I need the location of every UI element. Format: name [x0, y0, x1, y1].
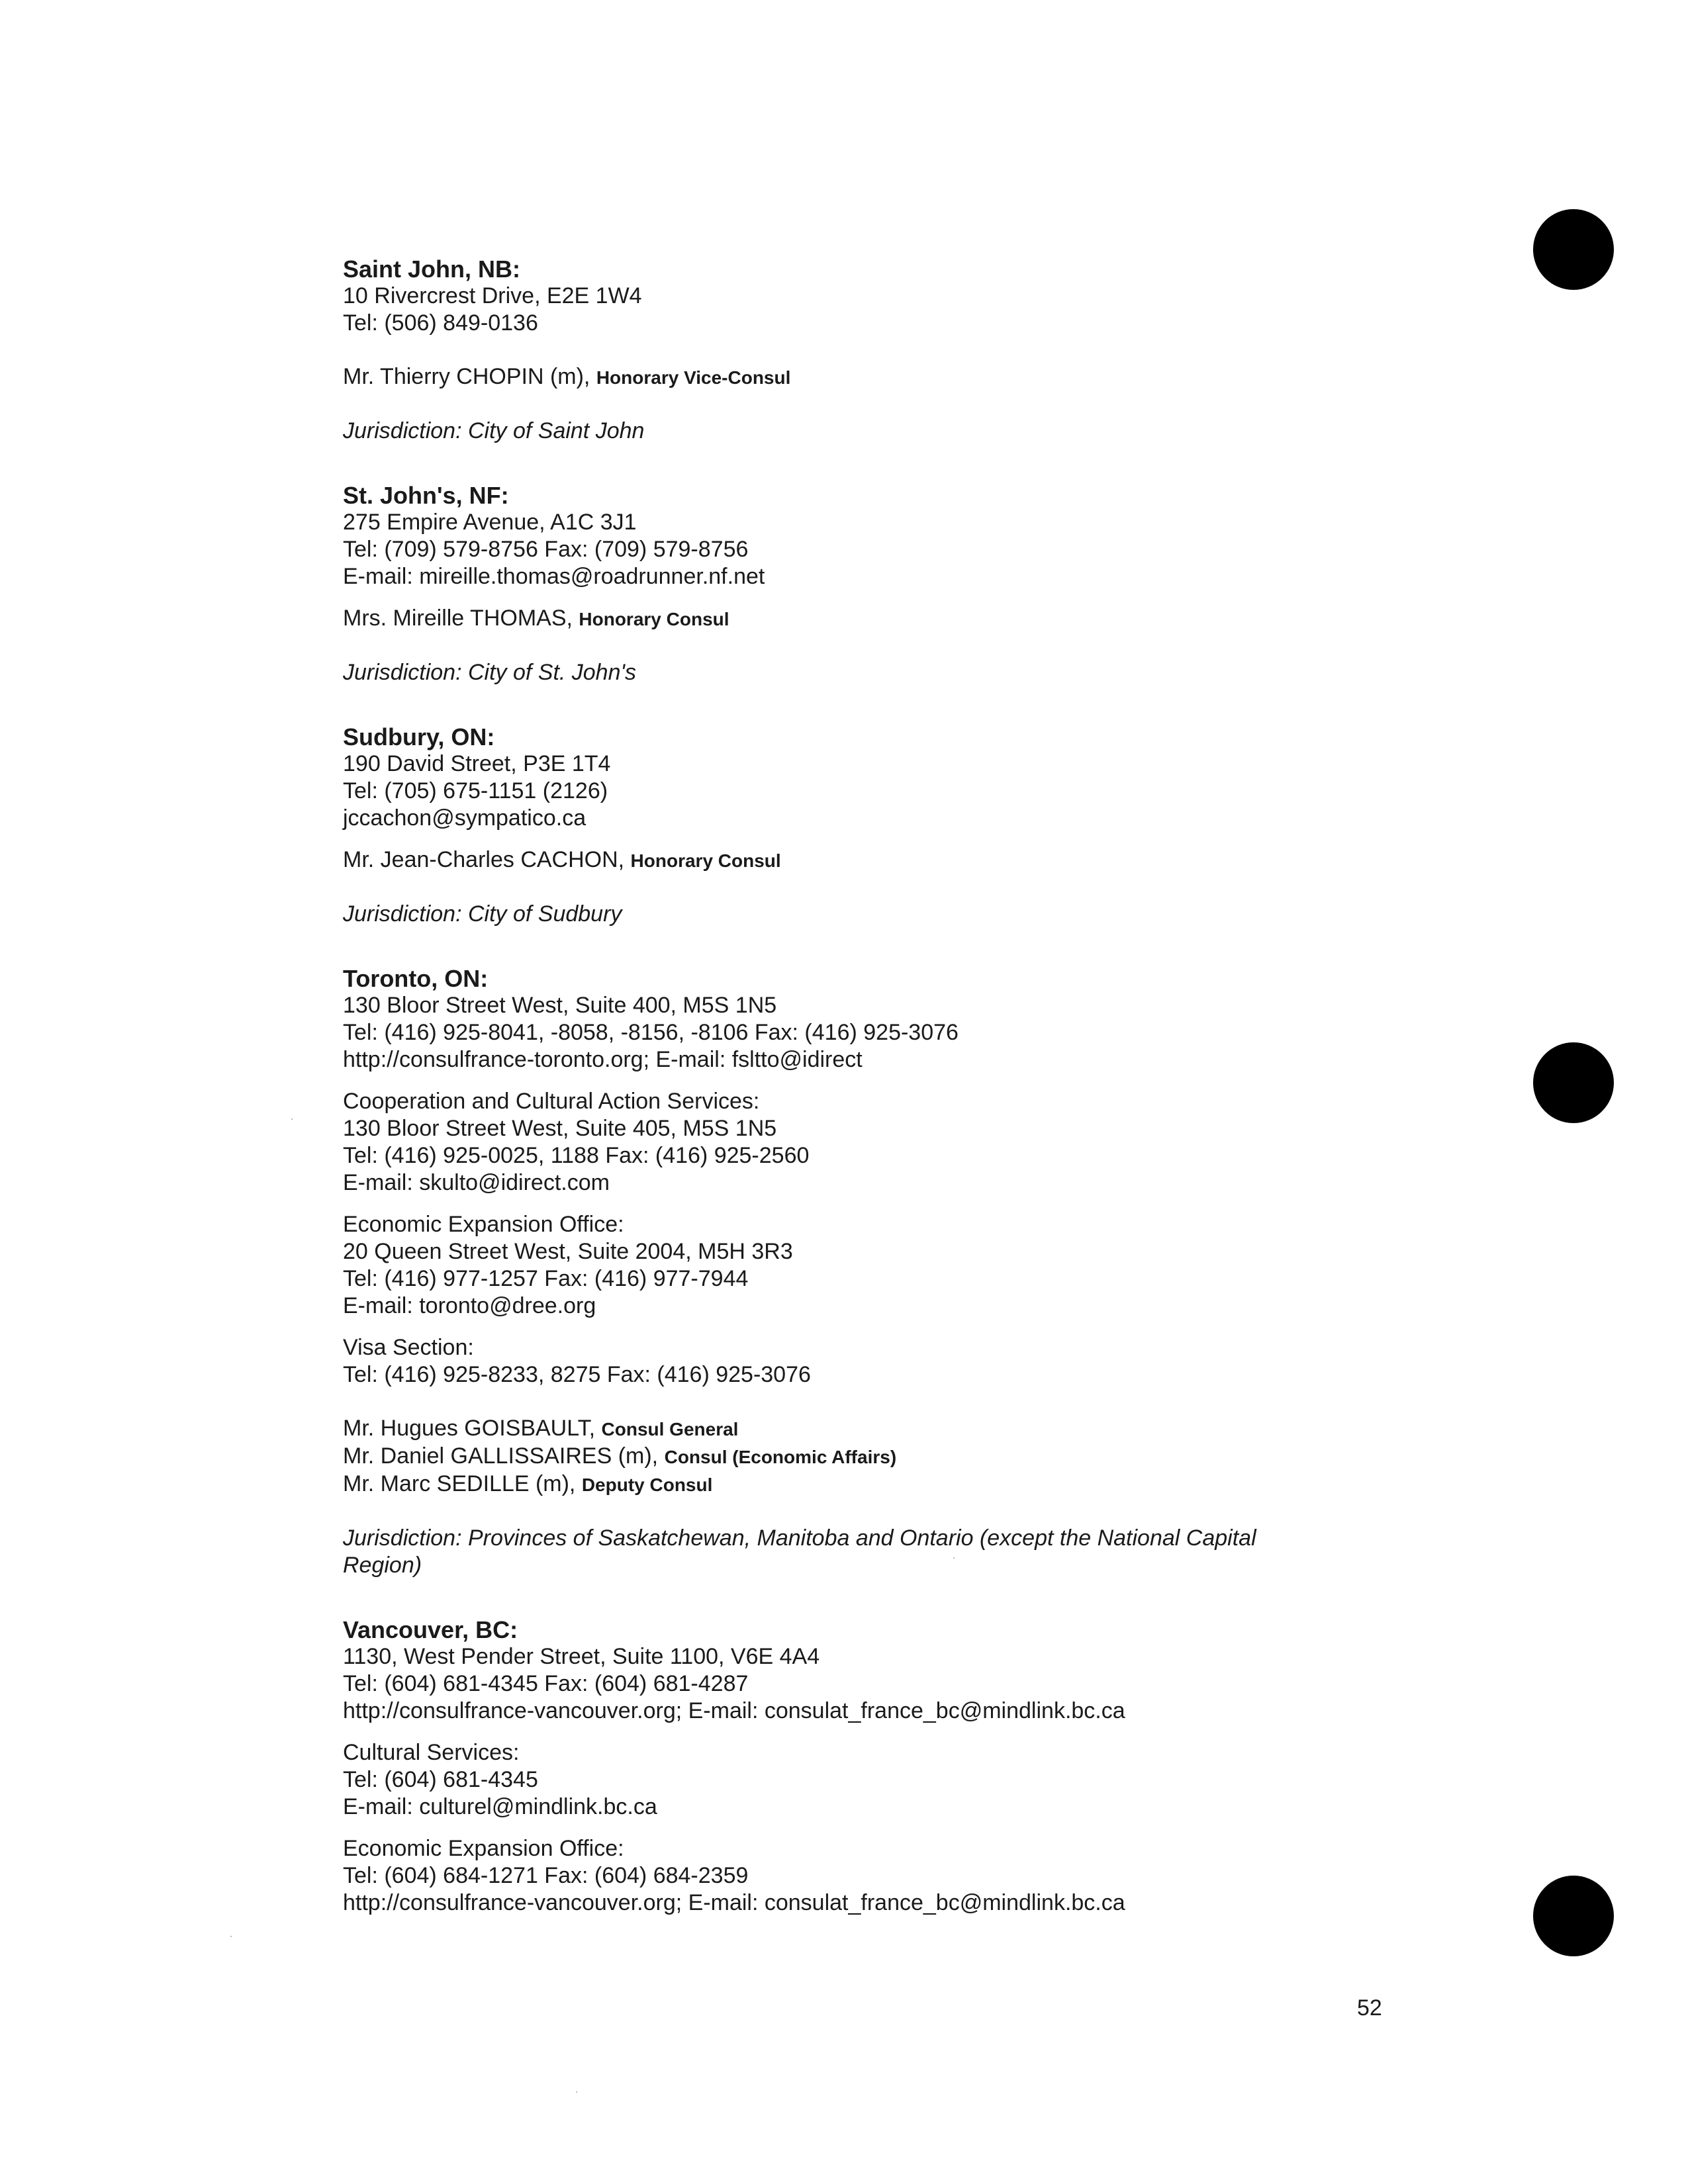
address-line: 190 David Street, P3E 1T4 [343, 751, 611, 776]
officials-list [343, 1415, 1376, 1498]
jurisdiction: Jurisdiction: City of Sudbury [343, 901, 622, 927]
official-title: Honorary Consul [579, 609, 729, 629]
official-title: Honorary Consul [630, 850, 781, 871]
entry-sudbury [343, 723, 1376, 928]
scan-speck [291, 1118, 293, 1120]
email-line: E-mail: skulto@idirect.com [343, 1170, 610, 1195]
scan-speck [230, 1936, 232, 1937]
official-line [343, 1443, 1376, 1471]
official-name: Mr. Marc SEDILLE (m), [343, 1471, 582, 1496]
section-title: Cultural Services: [343, 1740, 520, 1765]
section-title: Economic Expansion Office: [343, 1212, 624, 1237]
phone-line: Tel: (604) 681-4345 [343, 1767, 538, 1792]
phone-line: Tel: (416) 925-0025, 1188 Fax: (416) 925-2560 [343, 1143, 810, 1168]
email-line: E-mail: culturel@mindlink.bc.ca [343, 1794, 657, 1819]
official-name: Mr. Hugues GOISBAULT, [343, 1416, 602, 1441]
email-line: E-mail: toronto@dree.org [343, 1293, 596, 1318]
official-line [343, 846, 1376, 874]
consulate-listing [343, 255, 1376, 1917]
phone-line: Tel: (709) 579-8756 Fax: (709) 579-8756 [343, 537, 749, 562]
entry-st-johns [343, 482, 1376, 686]
official-name: Mrs. Mireille THOMAS, [343, 606, 579, 631]
email-line: jccachon@sympatico.ca [343, 805, 586, 831]
entry-heading: Sudbury, ON: [343, 723, 495, 751]
section-economic-expansion [343, 1835, 1376, 1917]
official-name: Mr. Jean-Charles CACHON, [343, 847, 631, 872]
address-line: 130 Bloor Street West, Suite 400, M5S 1N5 [343, 993, 777, 1018]
section-title: Cooperation and Cultural Action Services: [343, 1089, 760, 1114]
address-line: 10 Rivercrest Drive, E2E 1W4 [343, 283, 642, 308]
section-title: Visa Section: [343, 1335, 474, 1360]
phone-line: Tel: (416) 977-1257 Fax: (416) 977-7944 [343, 1266, 749, 1291]
jurisdiction: Jurisdiction: Provinces of Saskatchewan, Manitoba and Ontario (except the National Capital Region) [343, 1525, 1256, 1578]
email-line: E-mail: mireille.thomas@roadrunner.nf.net [343, 564, 765, 589]
official-name: Mr. Daniel GALLISSAIRES (m), [343, 1443, 665, 1469]
address-line: 1130, West Pender Street, Suite 1100, V6E 4A4 [343, 1644, 820, 1669]
page-number: 52 [1357, 1995, 1382, 2021]
section-visa [343, 1334, 1376, 1388]
official-title: Consul General [601, 1419, 739, 1439]
phone-line: Tel: (416) 925-8041, -8058, -8156, -8106 Fax: (416) 925-3076 [343, 1020, 959, 1045]
official-line [343, 605, 1376, 633]
phone-line: Tel: (705) 675-1151 (2126) [343, 778, 608, 803]
entry-heading: Saint John, NB: [343, 255, 520, 283]
punch-hole-middle [1533, 1042, 1614, 1123]
official-line [343, 1415, 1376, 1443]
section-title: Economic Expansion Office: [343, 1836, 624, 1861]
punch-hole-top [1533, 209, 1614, 290]
official-line [343, 363, 1376, 391]
jurisdiction: Jurisdiction: City of Saint John [343, 418, 645, 443]
entry-heading: Toronto, ON: [343, 965, 489, 992]
address-line: 275 Empire Avenue, A1C 3J1 [343, 510, 637, 535]
phone-line: Tel: (416) 925-8233, 8275 Fax: (416) 925-3076 [343, 1362, 811, 1387]
phone-line: Tel: (604) 681-4345 Fax: (604) 681-4287 [343, 1671, 749, 1696]
section-cultural-services [343, 1088, 1376, 1197]
web-email-line: http://consulfrance-vancouver.org; E-mail: consulat_france_bc@mindlink.bc.ca [343, 1698, 1125, 1723]
official-name: Mr. Thierry CHOPIN (m), [343, 364, 596, 389]
phone-line: Tel: (604) 684-1271 Fax: (604) 684-2359 [343, 1863, 749, 1888]
punch-hole-bottom [1533, 1876, 1614, 1956]
jurisdiction: Jurisdiction: City of St. John's [343, 660, 636, 685]
address-line: 130 Bloor Street West, Suite 405, M5S 1N5 [343, 1116, 777, 1141]
scan-speck [576, 2091, 577, 2093]
official-title: Deputy Consul [581, 1475, 713, 1495]
entry-heading: Vancouver, BC: [343, 1616, 518, 1643]
entry-heading: St. John's, NF: [343, 482, 509, 509]
entry-toronto [343, 965, 1376, 1579]
phone-line: Tel: (506) 849-0136 [343, 310, 538, 336]
official-title: Consul (Economic Affairs) [664, 1447, 897, 1467]
official-line [343, 1471, 1376, 1498]
section-economic-expansion [343, 1211, 1376, 1320]
section-cultural-services [343, 1739, 1376, 1821]
official-title: Honorary Vice-Consul [596, 367, 791, 388]
entry-saint-john [343, 255, 1376, 445]
web-email-line: http://consulfrance-vancouver.org; E-mail: consulat_france_bc@mindlink.bc.ca [343, 1890, 1125, 1915]
entry-vancouver [343, 1616, 1376, 1917]
web-email-line: http://consulfrance-toronto.org; E-mail: fsltto@idirect [343, 1047, 863, 1072]
address-line: 20 Queen Street West, Suite 2004, M5H 3R3 [343, 1239, 793, 1264]
